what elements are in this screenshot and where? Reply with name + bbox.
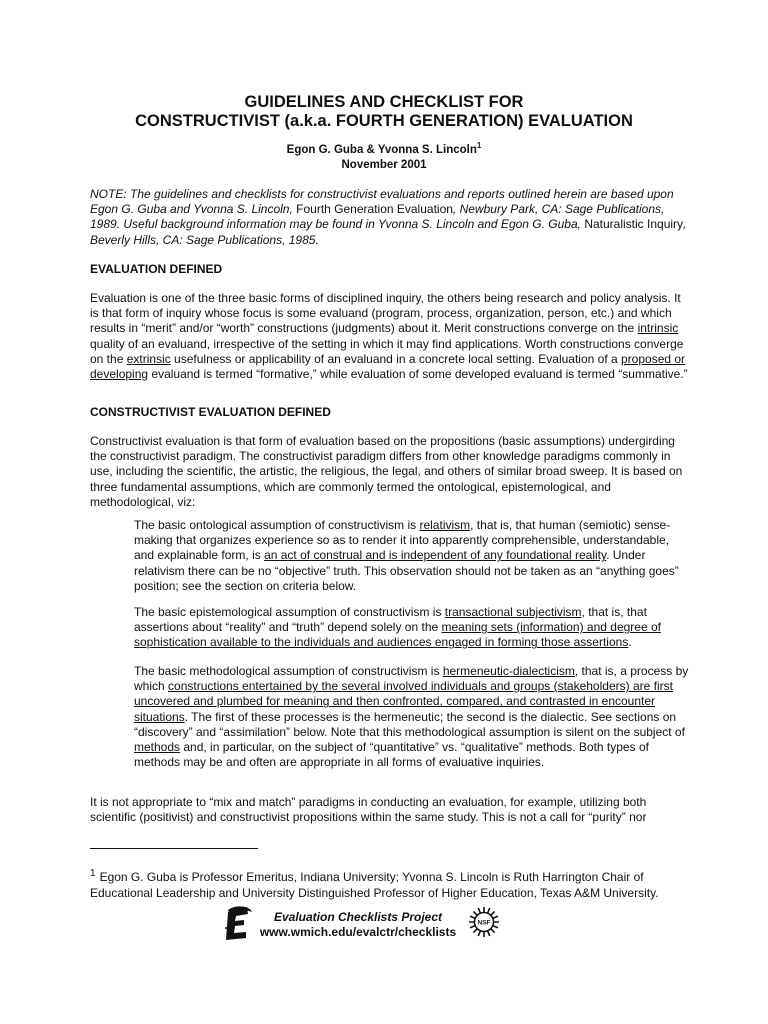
title-line-2: CONSTRUCTIVIST (a.k.a. FOURTH GENERATION) EVALUATION <box>135 112 633 130</box>
ont-underline-construal: an act of construal and is independent of any foundational reality <box>264 548 607 563</box>
epi-underline-meaning-sets: meaning sets (information) and degree of sophistication available to the individuals and audiences engaged in forming those assertions <box>134 620 661 650</box>
note-text-1: NOTE: The guidelines and checklists for constructivist evaluations and reports outlined herein are based upon Egon G. Guba and Yvonna S. Lincoln, <box>90 187 674 217</box>
note-paragraph <box>90 187 690 248</box>
ont-text-3: . Under relativism there can be no “objective” truth. This observation should not be taken as an “anything goes” position; see the section on criteria below. <box>134 548 679 593</box>
meth-text-2: , that is, a process by which <box>134 664 689 694</box>
ontological-assumption-paragraph <box>134 518 690 594</box>
meth-underline-hermeneutic: hermeneutic-dialecticism <box>442 664 575 678</box>
author-names: Egon G. Guba & Yvonna S. Lincoln <box>286 144 477 156</box>
note-book-title-1: Fourth Generation Evaluation <box>296 202 453 217</box>
meth-text-4: and, in particular, on the subject of “quantitative” vs. “qualitative” methods. Both types of methods may be and often are appropriate in all forms of evaluative inquiries. <box>134 740 649 770</box>
eval-underline-extrinsic: extrinsic <box>126 351 171 366</box>
meth-underline-methods: methods <box>134 740 181 755</box>
nsf-logo-icon <box>468 906 500 943</box>
section-heading-constructivist: CONSTRUCTIVIST EVALUATION DEFINED <box>90 405 331 419</box>
title-line-1: GUIDELINES AND CHECKLIST FOR <box>244 93 524 111</box>
ont-underline-relativism: relativism <box>419 518 471 532</box>
authors <box>0 143 768 158</box>
date: November 2001 <box>341 159 427 171</box>
nsf-badge-text: NSF <box>477 919 491 927</box>
note-book-title-2: Naturalistic Inquiry <box>584 217 684 232</box>
eval-text-4: evaluand is termed “formative,” while evaluation of some developed evaluand is termed “summative.” <box>148 367 688 382</box>
eval-text-3: usefulness or applicability of an evaluand in a concrete local setting. Evaluation of a <box>170 351 621 366</box>
meth-text-3: . The first of these processes is the hermeneutic; the second is the dialectic. See sections on “discovery” and “assimilation” below. Note that this methodological assumption is silent on the subject of <box>134 709 685 739</box>
eval-text-2: quality of an evaluand, irrespective of the setting in which it may find applications. Worth constructions converge on the <box>90 336 684 366</box>
note-text-3: , Beverly Hills, CA: Sage Publications, 1985. <box>90 217 687 247</box>
epistemological-assumption-paragraph <box>134 605 690 651</box>
evaluation-defined-paragraph <box>90 291 690 382</box>
section-heading-evaluation-defined: EVALUATION DEFINED <box>90 262 223 276</box>
footnote-mark: 1 <box>90 868 96 879</box>
meth-underline-constructions: constructions entertained by the several involved individuals and groups (stakeholders) are first uncovered and plumbed for meaning and then confronted, compared, and contrasted in encounter situations <box>134 679 673 724</box>
ont-text-1: The basic ontological assumption of constructivism is <box>134 518 420 532</box>
mix-and-match-paragraph: It is not appropriate to “mix and match” paradigms in conducting an evaluation, for example, utilizing both scientific (positivist) and constructivist propositions within the same study. This is not a call for “purity” nor <box>90 795 647 825</box>
eval-underline-intrinsic: intrinsic <box>637 321 679 336</box>
ont-text-2: , that is, that human (semiotic) sense-making that organizes experience so as to render it into apparently comprehensible, understandable, and explainable form, is <box>134 518 671 563</box>
epi-text-2: , that is, that assertions about “reality” and “truth” depend solely on the <box>134 605 647 635</box>
epi-text-3: . <box>628 635 632 650</box>
project-name: Evaluation Checklists Project <box>273 910 443 924</box>
footnote-separator <box>90 848 258 849</box>
project-url-link[interactable]: www.wmich.edu/evalctr/checklists <box>259 925 457 939</box>
epi-text-1: The basic epistemological assumption of constructivism is <box>134 605 445 619</box>
methodological-assumption-paragraph <box>134 664 690 770</box>
constructivist-intro-paragraph: Constructivist evaluation is that form of evaluation based on the propositions (basic assumptions) undergirding the constructivist paradigm. The constructivist paradigm differs from other knowledge paradigms commonly in use, including the scientific, the artistic, the religious, the legal, and others of similar broad sweep. It is based on three fundamental assumptions, which are commonly termed the ontological, epistemological, and methodological, viz: <box>90 434 683 509</box>
eval-underline-proposed: proposed or developing <box>90 351 686 382</box>
footnote <box>90 869 690 901</box>
footnote-text: Egon G. Guba is Professor Emeritus, Indiana University; Yvonna S. Lincoln is Ruth Harrington Chair of Educational Leadership and University Distinguished Professor of Higher Education, Texas A&M University. <box>90 870 659 900</box>
meth-text-1: The basic methodological assumption of constructivism is <box>134 664 443 678</box>
eval-text-1: Evaluation is one of the three basic forms of disciplined inquiry, the others being research and policy analysis. It is that form of inquiry whose focus is some evaluand (program, process, organization, person, etc.) and which results in “merit” and/or “worth” constructions (judgments) about it. Merit constructions converge on the <box>90 291 681 336</box>
footnote-reference[interactable]: 1 <box>476 141 482 150</box>
note-text-2: , Newbury Park, CA: Sage Publications, 1989. Useful background information may be found in Yvonna S. Lincoln and Egon G. Guba, <box>90 202 665 232</box>
evaluation-center-logo-icon <box>224 906 254 947</box>
epi-underline-subjectivism: transactional subjectivism <box>444 605 582 619</box>
